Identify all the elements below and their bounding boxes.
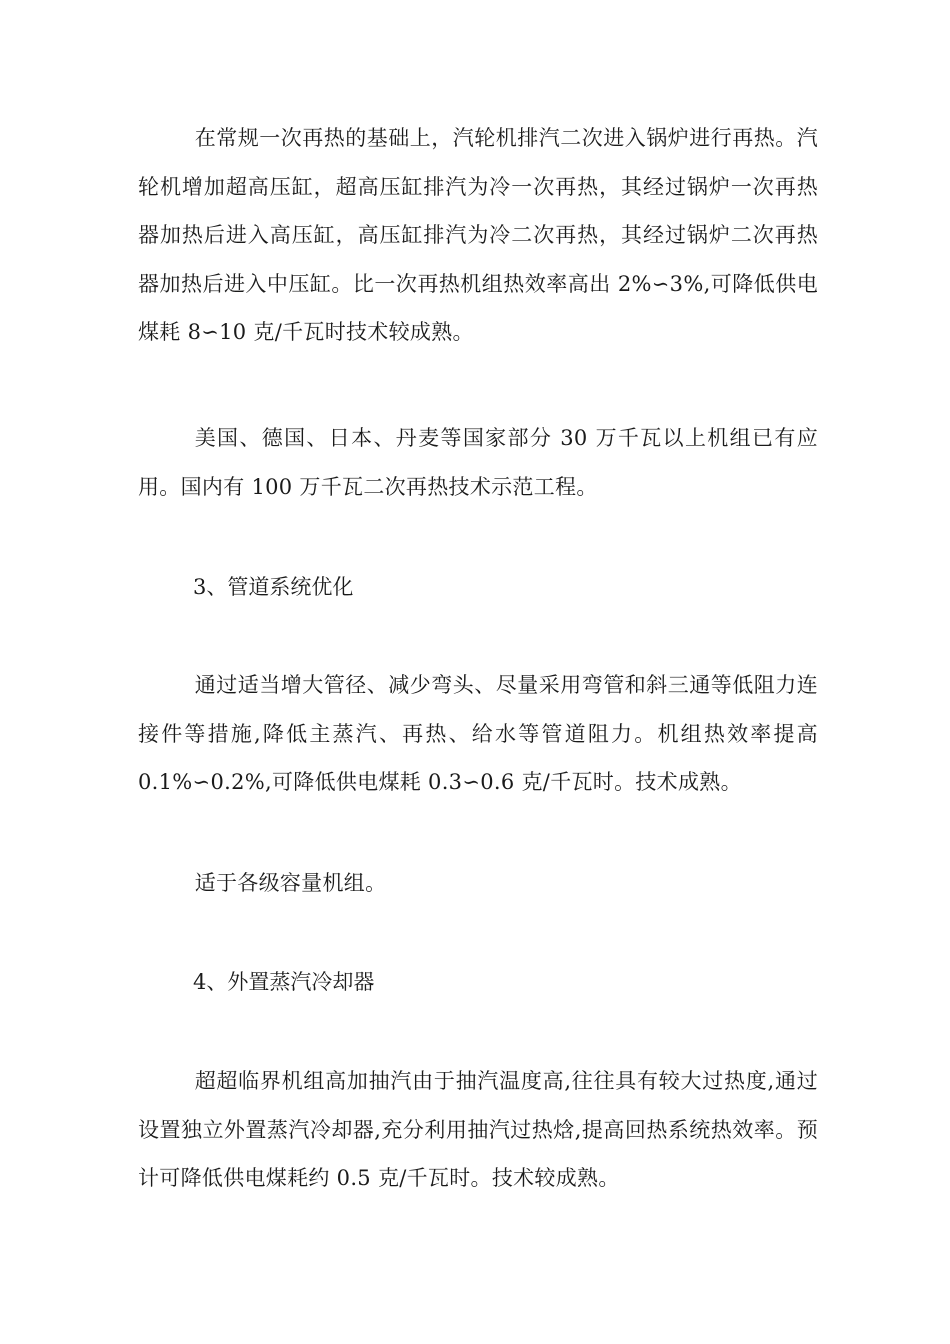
paragraph-pipeline-optimization: 通过适当增大管径、减少弯头、尽量采用弯管和斜三通等低阻力连接件等措施,降低主蒸汽、再热、给水等管道阻力。机组热效率提高 0.1%∽0.2%,可降低供电煤耗 0.3∽0.6 克/千瓦时。技术成熟。 bbox=[138, 673, 818, 794]
heading-pipeline-optimization: 3、管道系统优化 bbox=[193, 575, 354, 599]
paragraph-external-steam-cooler: 超超临界机组高加抽汽由于抽汽温度高,往往具有较大过热度,通过设置独立外置蒸汽冷却器,充分利用抽汽过热焓,提高回热系统热效率。预计可降低供电煤耗约 0.5 克/千瓦时。技术较成熟。 bbox=[138, 1069, 818, 1190]
heading-external-steam-cooler: 4、外置蒸汽冷却器 bbox=[193, 970, 375, 994]
paragraph-double-reheat-description: 在常规一次再热的基础上，汽轮机排汽二次进入锅炉进行再热。汽轮机增加超高压缸，超高压缸排汽为冷一次再热，其经过锅炉一次再热器加热后进入高压缸，高压缸排汽为冷二次再热，其经过锅炉二次再热器加热后进入中压缸。比一次再热机组热效率高出 2%∽3%,可降低供电煤耗 8∽10 克/千瓦时技术较成熟。 bbox=[138, 126, 818, 344]
paragraph-double-reheat-application: 美国、德国、日本、丹麦等国家部分 30 万千瓦以上机组已有应用。国内有 100 万千瓦二次再热技术示范工程。 bbox=[138, 426, 818, 499]
paragraph-pipeline-scope: 适于各级容量机组。 bbox=[194, 871, 387, 895]
